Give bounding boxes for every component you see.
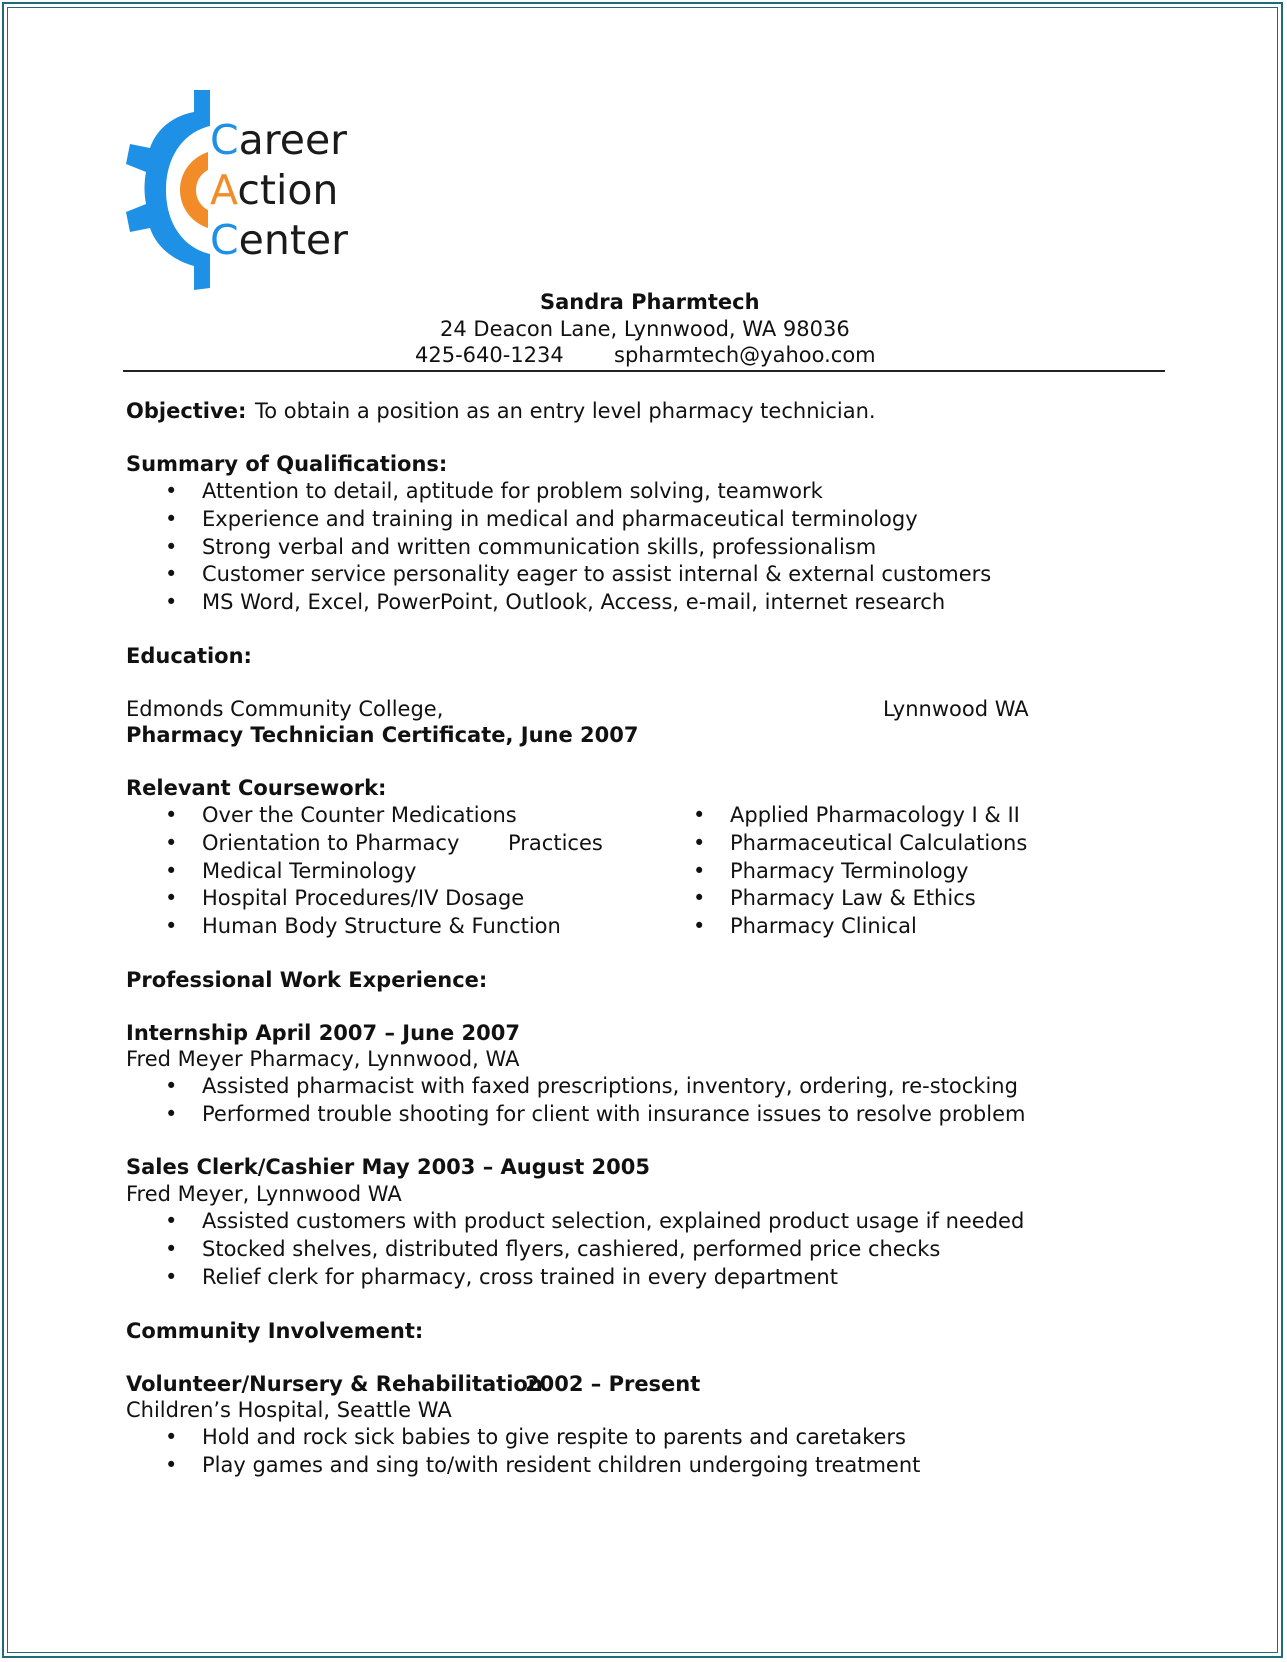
list-item: • Orientation to Pharmacy bbox=[165, 830, 460, 855]
list-item: • Pharmacy Clinical bbox=[693, 914, 917, 939]
community-dates: 2002 – Present bbox=[525, 1372, 701, 1396]
list-item: • Pharmaceutical Calculations bbox=[693, 830, 1028, 855]
candidate-email[interactable]: spharmtech@yahoo.com bbox=[614, 343, 876, 367]
coursework-list-left bbox=[126, 802, 561, 941]
list-item: • Hold and rock sick babies to give respite to parents and caretakers bbox=[165, 1425, 907, 1449]
job-bullets bbox=[126, 1208, 1024, 1291]
coursework-practices: Practices bbox=[508, 831, 603, 855]
list-item: • MS Word, Excel, PowerPoint, Outlook, Access, e-mail, internet research bbox=[165, 590, 946, 615]
objective-label: Objective: bbox=[126, 399, 247, 423]
logo-line-career: Career bbox=[210, 116, 348, 164]
job-title: Internship April 2007 – June 2007 bbox=[126, 1021, 520, 1045]
community-heading: Community Involvement: bbox=[126, 1319, 424, 1343]
career-action-center-logo bbox=[124, 86, 354, 296]
community-title: Volunteer/Nursery & Rehabilitation bbox=[126, 1372, 543, 1396]
experience-heading: Professional Work Experience: bbox=[126, 968, 488, 992]
list-item: • Pharmacy Terminology bbox=[693, 858, 969, 883]
list-item: • Medical Terminology bbox=[165, 858, 417, 883]
list-item: • Applied Pharmacology I & II bbox=[693, 803, 1020, 827]
education-heading: Education: bbox=[126, 644, 252, 668]
community-org: Children’s Hospital, Seattle WA bbox=[126, 1398, 452, 1422]
gear-icon bbox=[124, 86, 224, 296]
education-school: Edmonds Community College, bbox=[126, 697, 444, 721]
list-item: • Performed trouble shooting for client with insurance issues to resolve problem bbox=[165, 1101, 1026, 1126]
objective-text: To obtain a position as an entry level pharmacy technician. bbox=[255, 399, 876, 423]
job-bullets bbox=[126, 1073, 1025, 1129]
list-item: • Experience and training in medical and pharmaceutical terminology bbox=[165, 506, 918, 531]
candidate-name: Sandra Pharmtech bbox=[540, 290, 760, 314]
coursework-list-right bbox=[654, 802, 1027, 941]
list-item: • Attention to detail, aptitude for problem solving, teamwork bbox=[165, 479, 823, 503]
job-employer: Fred Meyer Pharmacy, Lynnwood, WA bbox=[126, 1047, 520, 1071]
summary-heading: Summary of Qualifications: bbox=[126, 452, 448, 476]
job-title: Sales Clerk/Cashier May 2003 – August 2005 bbox=[126, 1155, 651, 1179]
list-item: • Assisted customers with product selection, explained product usage if needed bbox=[165, 1209, 1025, 1233]
list-item: • Customer service personality eager to assist internal & external customers bbox=[165, 562, 992, 587]
list-item: • Stocked shelves, distributed flyers, cashiered, performed price checks bbox=[165, 1236, 941, 1261]
list-item: • Human Body Structure & Function bbox=[165, 914, 561, 939]
list-item: • Play games and sing to/with resident children undergoing treatment bbox=[165, 1452, 921, 1477]
candidate-address: 24 Deacon Lane, Lynnwood, WA 98036 bbox=[440, 317, 850, 341]
header-divider bbox=[123, 370, 1165, 372]
list-item: • Strong verbal and written communication skills, professionalism bbox=[165, 534, 877, 559]
coursework-heading: Relevant Coursework: bbox=[126, 776, 387, 800]
logo-line-action: Action bbox=[210, 166, 339, 214]
education-certificate: Pharmacy Technician Certificate, June 2007 bbox=[126, 723, 639, 747]
list-item: • Relief clerk for pharmacy, cross trained in every department bbox=[165, 1264, 838, 1289]
candidate-phone: 425-640-1234 bbox=[415, 343, 564, 367]
summary-list bbox=[126, 478, 991, 617]
list-item: • Hospital Procedures/IV Dosage bbox=[165, 886, 525, 911]
education-location: Lynnwood WA bbox=[883, 697, 1029, 721]
logo-line-center: Center bbox=[210, 216, 349, 264]
list-item: • Over the Counter Medications bbox=[165, 803, 517, 827]
list-item: • Pharmacy Law & Ethics bbox=[693, 886, 976, 911]
job-employer: Fred Meyer, Lynnwood WA bbox=[126, 1182, 402, 1206]
list-item: • Assisted pharmacist with faxed prescriptions, inventory, ordering, re-stocking bbox=[165, 1074, 1018, 1098]
community-bullets bbox=[126, 1424, 920, 1480]
